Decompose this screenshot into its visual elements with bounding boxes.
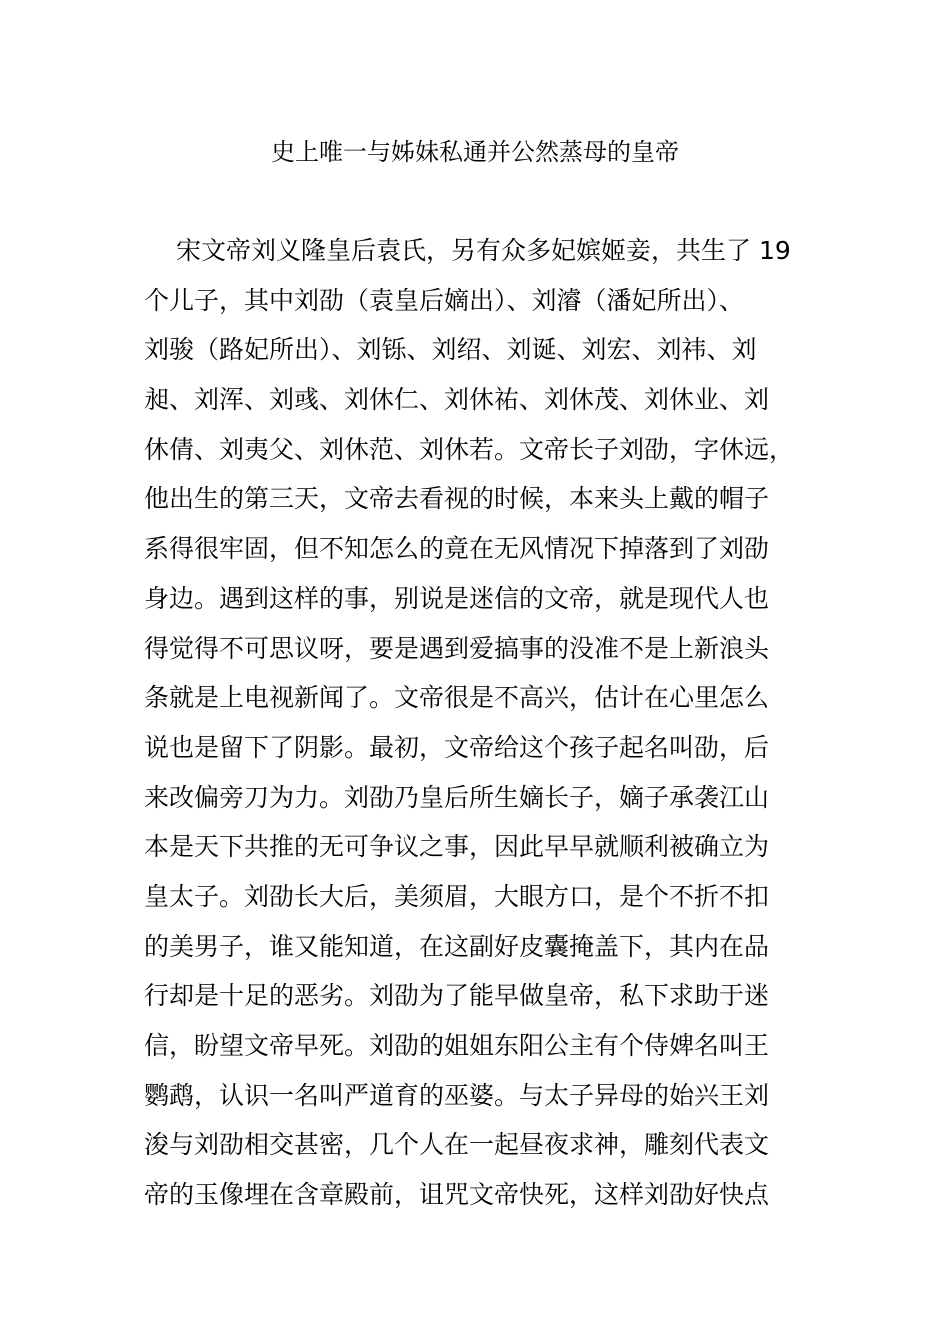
text-line: 昶、刘浑、刘彧、刘休仁、刘休祐、刘休茂、刘休业、刘	[144, 385, 770, 415]
text-line: 宋文帝刘义隆皇后袁氏，另有众多妃嫔姬妾，共生了 19	[176, 236, 791, 265]
text-line: 系得很牢固，但不知怎么的竟在无风情况下掉落到了刘劭	[144, 534, 770, 564]
text-line: 帝的玉像埋在含章殿前，诅咒文帝快死，这样刘劭好快点	[144, 1180, 770, 1210]
text-line: 个儿子，其中刘劭（袁皇后嫡出）、刘濬（潘妃所出）、	[144, 285, 745, 315]
text-line: 他出生的第三天，文帝去看视的时候，本来头上戴的帽子	[144, 484, 770, 514]
document-title: 史上唯一与姊妹私通并公然蒸母的皇帝	[271, 138, 679, 166]
document-body	[144, 226, 812, 1220]
text-line: 条就是上电视新闻了。文帝很是不高兴，估计在心里怎么	[144, 683, 770, 713]
text-line: 鹦鹉，认识一名叫严道育的巫婆。与太子异母的始兴王刘	[144, 1080, 770, 1110]
text-line: 皇太子。刘劭长大后，美须眉，大眼方口，是个不折不扣	[144, 881, 770, 911]
text-line: 浚与刘劭相交甚密，几个人在一起昼夜求神，雕刻代表文	[144, 1130, 770, 1160]
text-line: 刘骏（路妃所出）、刘铄、刘绍、刘诞、刘宏、刘祎、刘	[144, 335, 757, 365]
text-line: 说也是留下了阴影。最初，文帝给这个孩子起名叫劭，后	[144, 732, 770, 762]
text-line: 休倩、刘夷父、刘休范、刘休若。文帝长子刘劭，字休远，	[144, 434, 795, 464]
text-line: 行却是十足的恶劣。刘劭为了能早做皇帝，私下求助于迷	[144, 981, 770, 1011]
text-line: 来改偏旁刀为力。刘劭乃皇后所生嫡长子，嫡子承袭江山	[144, 782, 770, 812]
text-line: 的美男子，谁又能知道，在这副好皮囊掩盖下，其内在品	[144, 931, 770, 961]
text-line: 身边。遇到这样的事，别说是迷信的文帝，就是现代人也	[144, 583, 770, 613]
text-line: 本是天下共推的无可争议之事，因此早早就顺利被确立为	[144, 832, 770, 862]
text-line: 信，盼望文帝早死。刘劭的姐姐东阳公主有个侍婢名叫王	[144, 1031, 770, 1060]
text-line: 得觉得不可思议呀，要是遇到爱搞事的没准不是上新浪头	[144, 633, 770, 663]
